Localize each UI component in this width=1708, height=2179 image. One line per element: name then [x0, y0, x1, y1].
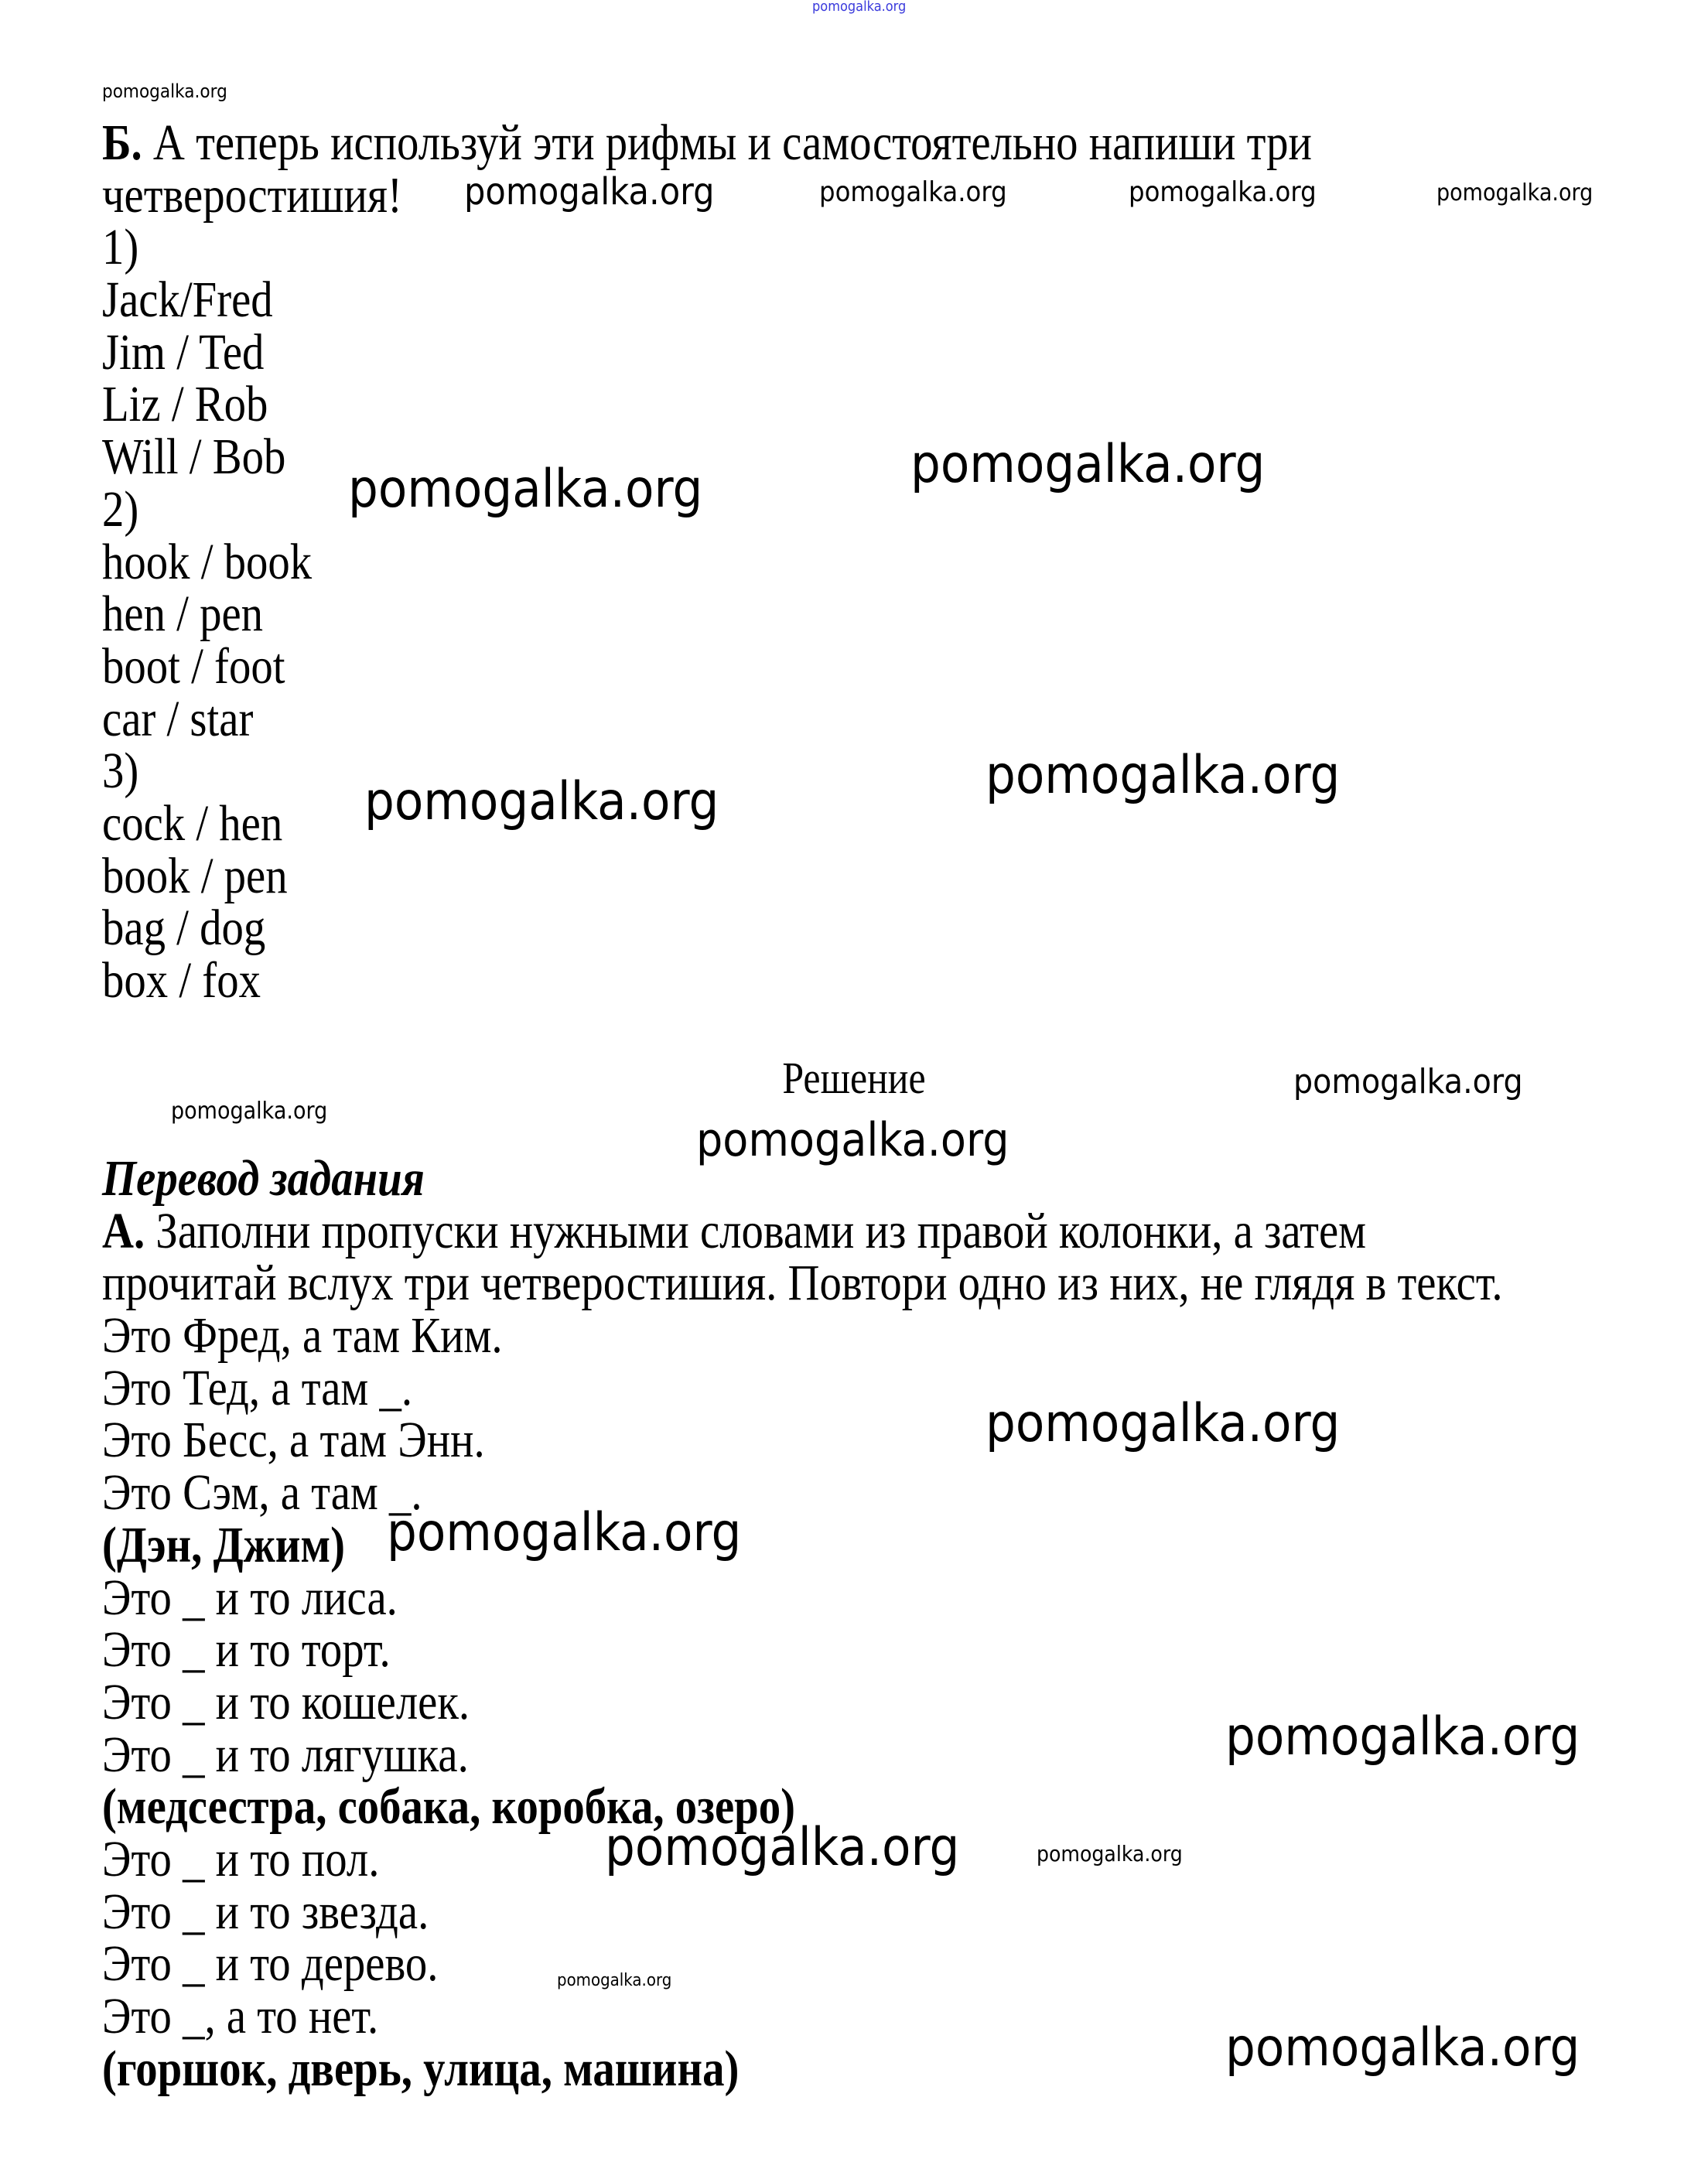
word-options: (Дэн, Джим): [102, 1516, 346, 1573]
watermark: pomogalka.org: [1225, 2017, 1580, 2079]
part-b: [102, 114, 1312, 1009]
poem-line: Это _ и то лиса.: [102, 1569, 398, 1626]
word-options: (горшок, дверь, улица, машина): [102, 2040, 740, 2097]
watermark: pomogalka.org: [1436, 179, 1594, 207]
rhyme-line: Jack/Fred: [102, 272, 273, 329]
part-b-instruction: [102, 114, 1312, 171]
poem-line: Это _ и то торт.: [102, 1621, 391, 1679]
part-b-instruction-cont: четверостишия!: [102, 166, 402, 224]
rhyme-line: cock / hen: [102, 794, 283, 852]
watermark: pomogalka.org: [986, 745, 1341, 807]
watermark: pomogalka.org: [1037, 1841, 1183, 1867]
rhyme-line: Liz / Rob: [102, 376, 268, 433]
rhyme-line: 3): [102, 743, 139, 800]
rhyme-line: bag / dog: [102, 900, 266, 957]
watermark: pomogalka.org: [364, 771, 719, 833]
rhyme-line: book / pen: [102, 847, 288, 904]
poem-line: Это Сэм, а там _.: [102, 1464, 422, 1522]
watermark: pomogalka.org: [1293, 1061, 1523, 1101]
rhyme-line: 2): [102, 480, 139, 538]
poem-line: Это _ и то звезда.: [102, 1883, 429, 1940]
watermark: pomogalka.org: [819, 176, 1007, 209]
rhyme-line: box / fox: [102, 952, 261, 1009]
part-a-label: А.: [102, 1202, 145, 1259]
watermark: pomogalka.org: [1129, 176, 1317, 209]
instruction-text: Заполни пропуски нужными словами из правой колонки, а затем: [145, 1202, 1367, 1259]
rhyme-line: 1): [102, 219, 139, 276]
watermark: pomogalka.org: [605, 1817, 960, 1879]
rhyme-line: hook / book: [102, 533, 313, 590]
poem-line: Это Бесс, а там Энн.: [102, 1412, 485, 1469]
watermark: pomogalka.org: [464, 170, 715, 214]
watermark: pomogalka.org: [557, 1970, 672, 1990]
poem-line: Это _, а то нет.: [102, 1988, 379, 2044]
watermark: pomogalka.org: [387, 1502, 742, 1564]
solution-heading: Решение: [782, 1053, 926, 1103]
poem-line: Это _ и то лягушка.: [102, 1726, 469, 1783]
poem-line: Это _ и то пол.: [102, 1830, 380, 1887]
watermark: pomogalka.org: [1225, 1706, 1580, 1768]
part-b-label: Б.: [102, 114, 142, 171]
rhyme-line: hen / pen: [102, 586, 264, 643]
translation-title: Перевод задания: [102, 1150, 425, 1207]
solution: [102, 1150, 1503, 2097]
instruction-text: А теперь используй эти рифмы и самостоятельно напиши три: [142, 114, 1312, 171]
poem-line: Это _ и то кошелек.: [102, 1673, 470, 1730]
watermark: pomogalka.org: [812, 0, 907, 15]
part-a-instruction: [102, 1202, 1503, 1259]
rhyme-line: Will / Bob: [102, 429, 286, 486]
poem-line: Это Тед, а там _.: [102, 1359, 413, 1416]
watermark: pomogalka.org: [910, 434, 1266, 496]
word-options: (медсестра, собака, коробка, озеро): [102, 1778, 796, 1836]
rhyme-line: Jim / Ted: [102, 323, 265, 381]
watermark: pomogalka.org: [102, 80, 227, 102]
rhyme-line: boot / foot: [102, 637, 285, 695]
watermark: pomogalka.org: [696, 1113, 1009, 1167]
poem-line: Это _ и то дерево.: [102, 1935, 439, 1993]
rhyme-line: car / star: [102, 690, 254, 747]
watermark: pomogalka.org: [171, 1098, 328, 1125]
watermark: pomogalka.org: [986, 1393, 1341, 1455]
watermark: pomogalka.org: [348, 459, 703, 521]
poem-line: Это Фред, а там Ким.: [102, 1307, 503, 1364]
part-a-instruction-cont: прочитай вслух три четверостишия. Повтори одно из них, не глядя в текст.: [102, 1255, 1503, 1312]
